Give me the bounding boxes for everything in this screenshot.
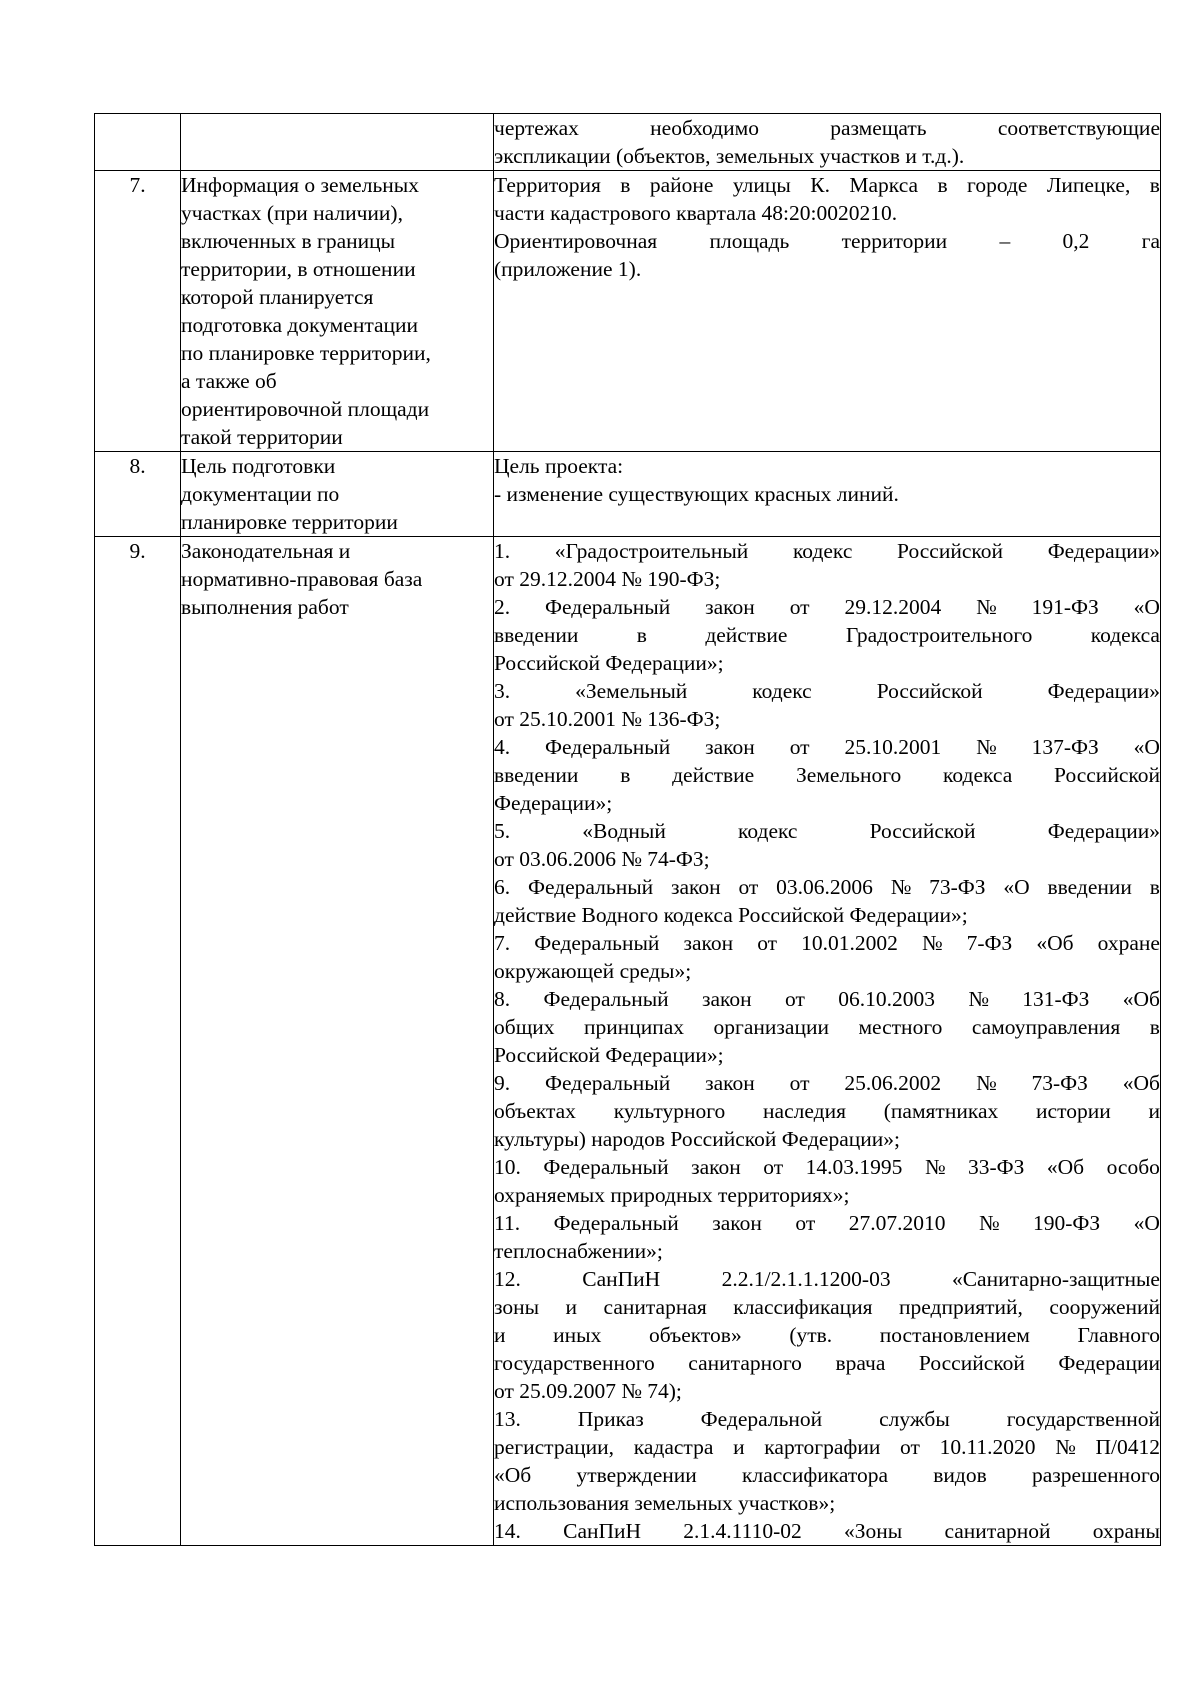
value-line — [494, 1069, 1160, 1097]
value-word: 03.06.2006 — [776, 875, 873, 899]
value-word: Земельного — [795, 763, 902, 787]
row-value — [494, 537, 1161, 1546]
row-number: 8. — [95, 452, 181, 537]
value-word: регистрации, — [494, 1435, 615, 1459]
row-number: 9. — [95, 537, 181, 1546]
row-label — [181, 537, 494, 1546]
value-word: 0,2 — [1062, 229, 1090, 253]
value-word: и — [1148, 1099, 1160, 1123]
value-word: врача — [835, 1351, 886, 1375]
value-word: Федеральный — [545, 595, 671, 619]
value-word: 25.10.2001 — [844, 735, 942, 759]
value-word: «Об — [1122, 987, 1160, 1011]
value-line — [494, 929, 1160, 957]
value-word: организации — [713, 1015, 829, 1039]
value-word: 10. — [494, 1155, 521, 1179]
value-word: объектов» — [648, 1323, 742, 1347]
label-line: подготовка документации — [181, 313, 419, 337]
value-word: от — [789, 595, 810, 619]
value-word: Федерации — [1058, 1351, 1160, 1375]
value-line — [494, 1377, 1160, 1405]
value-word: № — [1055, 1435, 1076, 1459]
row-label — [181, 171, 494, 452]
value-word: закон — [702, 987, 752, 1011]
value-word: «Зоны — [843, 1519, 903, 1543]
value-word: от 03.06.2006 № 74-ФЗ; — [494, 847, 710, 871]
value-word: действие — [672, 763, 755, 787]
value-word: «Санитарно-защитные — [951, 1267, 1160, 1291]
value-word: Российской — [876, 679, 983, 703]
value-word: 73-ФЗ — [929, 875, 986, 899]
value-word: 33-ФЗ — [967, 1155, 1025, 1179]
value-word: «О — [1133, 595, 1160, 619]
value-word: Маркса — [849, 173, 919, 197]
label-line: ориентировочной площади — [181, 397, 430, 421]
value-word: экспликации (объектов, земельных участков и т.д.). — [494, 144, 965, 168]
value-word: Цель проекта: — [494, 454, 624, 478]
value-word: иных — [553, 1323, 602, 1347]
label-line: документации по — [181, 482, 340, 506]
value-word: разрешенного — [1032, 1463, 1160, 1487]
row-value — [494, 452, 1161, 537]
value-word: 2. — [494, 595, 511, 619]
value-word: от — [763, 1155, 784, 1179]
value-word: 6. — [494, 875, 511, 899]
value-word: охране — [1097, 931, 1160, 955]
label-line: выполнения работ — [181, 595, 349, 619]
value-word: № — [978, 1211, 1000, 1235]
value-word: 13. — [494, 1407, 521, 1431]
value-word: кодекс — [752, 679, 812, 703]
value-word: № — [968, 987, 989, 1011]
value-line — [494, 733, 1160, 761]
value-word: 73-ФЗ — [1031, 1071, 1088, 1095]
label-line: такой территории — [181, 425, 343, 449]
value-line — [494, 114, 1160, 142]
value-line — [494, 171, 1160, 199]
value-word: постановлением — [879, 1323, 1030, 1347]
value-word: «Об — [1122, 1071, 1160, 1095]
value-word: видов — [933, 1463, 987, 1487]
value-word: классификация — [733, 1295, 873, 1319]
table-body — [95, 114, 1161, 1546]
value-word: 7-ФЗ — [966, 931, 1013, 955]
value-word: 7. — [494, 931, 511, 955]
value-word: государственной — [1006, 1407, 1160, 1431]
value-line — [494, 1013, 1160, 1041]
value-word: Российской — [918, 1351, 1025, 1375]
value-word: необходимо — [650, 116, 759, 140]
value-word: от 25.10.2001 № 136-ФЗ; — [494, 707, 721, 731]
value-line — [494, 1461, 1160, 1489]
value-word: государственного — [494, 1351, 655, 1375]
value-word: и — [733, 1435, 745, 1459]
row-label — [181, 114, 494, 171]
row-value — [494, 171, 1161, 452]
value-word: сооружений — [1049, 1295, 1160, 1319]
value-word: части кадастрового квартала 48:20:0020210. — [494, 201, 898, 225]
value-word: культурного — [613, 1099, 726, 1123]
value-word: соответствующие — [997, 116, 1160, 140]
value-word: объектах — [494, 1099, 576, 1123]
value-word: «О — [1133, 735, 1160, 759]
value-line — [494, 1433, 1160, 1461]
value-word: Федеральный — [527, 875, 654, 899]
value-word: 2.2.1/2.1.1.1200-03 — [721, 1267, 891, 1291]
value-word: действие Водного кодекса Российской Федерации»; — [494, 903, 968, 927]
value-word: от — [795, 1211, 816, 1235]
value-word: 27.07.2010 — [848, 1211, 946, 1235]
value-word: – — [999, 229, 1011, 253]
label-line: а также об — [181, 369, 277, 393]
value-word: 14. — [494, 1519, 521, 1543]
value-word: 10.11.2020 — [939, 1435, 1036, 1459]
value-line — [494, 1265, 1160, 1293]
value-word: 29.12.2004 — [844, 595, 942, 619]
value-line — [494, 1041, 1160, 1069]
value-line — [494, 480, 1160, 508]
value-word: № — [976, 1071, 997, 1095]
value-word: от — [757, 931, 778, 955]
value-word: 11. — [494, 1211, 521, 1235]
value-word: Федеральный — [543, 1155, 669, 1179]
value-line — [494, 873, 1160, 901]
row-value — [494, 114, 1161, 171]
row-label — [181, 452, 494, 537]
value-word: П/0412 — [1095, 1435, 1160, 1459]
value-word: от — [738, 875, 759, 899]
value-line — [494, 761, 1160, 789]
value-word: использования земельных участков»; — [494, 1491, 836, 1515]
value-line — [494, 845, 1160, 873]
value-word: закон — [683, 931, 734, 955]
value-word: Российской — [1054, 763, 1160, 787]
value-line — [494, 1293, 1160, 1321]
value-word: окружающей среды»; — [494, 959, 692, 983]
value-line — [494, 901, 1160, 929]
label-line: по планировке территории, — [181, 341, 431, 365]
label-line: включенных в границы — [181, 229, 396, 253]
value-word: классификатора — [742, 1463, 889, 1487]
value-word: Федеральный — [553, 1211, 679, 1235]
value-word: закон — [691, 1155, 741, 1179]
value-word: СанПиН — [563, 1519, 642, 1543]
value-line — [494, 1181, 1160, 1209]
document-table — [94, 113, 1161, 1546]
value-word: - изменение существующих красных линий. — [494, 482, 899, 506]
value-line — [494, 255, 1160, 283]
value-word: (утв. — [789, 1323, 833, 1347]
value-word: от 25.09.2007 № 74); — [494, 1379, 682, 1403]
value-word: 191-ФЗ — [1031, 595, 1099, 619]
value-word: теплоснабжении»; — [494, 1239, 663, 1263]
value-word: охраняемых природных территориях»; — [494, 1183, 850, 1207]
value-word: в — [1149, 1015, 1160, 1039]
value-word: Федеральный — [545, 1071, 671, 1095]
value-word: 12. — [494, 1267, 521, 1291]
value-word: санитарная — [603, 1295, 707, 1319]
row-number: 7. — [95, 171, 181, 452]
value-word: особо — [1106, 1155, 1160, 1179]
table-row — [95, 537, 1161, 1546]
value-word: 131-ФЗ — [1022, 987, 1090, 1011]
label-line: которой планируется — [181, 285, 374, 309]
value-line — [494, 452, 1160, 480]
value-word: закон — [705, 1071, 755, 1095]
value-word: размещать — [830, 116, 927, 140]
value-word: 10.01.2002 — [801, 931, 898, 955]
value-word: Градостроительного — [845, 623, 1033, 647]
table-row — [95, 171, 1161, 452]
value-word: закон — [712, 1211, 762, 1235]
value-word: картографии — [764, 1435, 881, 1459]
value-word: утверждении — [576, 1463, 697, 1487]
value-line — [494, 1097, 1160, 1125]
value-word: в — [1149, 875, 1160, 899]
label-line: Законодательная и — [181, 539, 351, 563]
value-word: предприятий, — [899, 1295, 1023, 1319]
value-word: принципах — [583, 1015, 685, 1039]
value-word: местного — [858, 1015, 943, 1039]
value-word: Приказ — [577, 1407, 644, 1431]
value-word: кодекса — [1090, 623, 1160, 647]
value-word: Федерации» — [1047, 819, 1160, 843]
value-word: площадь — [709, 229, 790, 253]
value-line — [494, 1237, 1160, 1265]
value-line — [494, 957, 1160, 985]
value-word: 190-ФЗ — [1032, 1211, 1101, 1235]
value-word: Федеральный — [543, 987, 669, 1011]
value-word: Российской Федерации»; — [494, 1043, 724, 1067]
value-line — [494, 789, 1160, 817]
value-word: К. — [810, 173, 830, 197]
row-number — [95, 114, 181, 171]
value-word: в — [620, 763, 631, 787]
value-word: кодекс — [792, 539, 853, 563]
label-line: участках (при наличии), — [181, 201, 403, 225]
value-word: зоны — [494, 1295, 540, 1319]
value-line — [494, 565, 1160, 593]
value-word: в — [636, 623, 647, 647]
value-word: закон — [705, 735, 755, 759]
value-word: в — [1149, 173, 1160, 197]
value-word: от — [789, 1071, 810, 1095]
value-word: Российской — [869, 819, 976, 843]
value-word: Российской — [897, 539, 1004, 563]
value-word: самоуправления — [971, 1015, 1121, 1039]
value-line — [494, 1517, 1160, 1545]
value-word: Федеральный — [534, 931, 660, 955]
value-word: «О — [1133, 1211, 1160, 1235]
value-line — [494, 1209, 1160, 1237]
value-word: общих — [494, 1015, 555, 1039]
value-word: Федерации» — [1047, 539, 1160, 563]
value-word: 3. — [494, 679, 511, 703]
value-word: наследия — [763, 1099, 846, 1123]
table-row — [95, 114, 1161, 171]
value-word: кадастра — [633, 1435, 714, 1459]
value-word: введении — [1047, 875, 1132, 899]
value-word: введении — [494, 623, 579, 647]
value-word: «Водный — [582, 819, 666, 843]
value-word: (памятниках — [883, 1099, 999, 1123]
value-word: № — [924, 1155, 946, 1179]
value-word: 4. — [494, 735, 511, 759]
value-word: 137-ФЗ — [1031, 735, 1099, 759]
value-word: охраны — [1092, 1519, 1160, 1543]
value-word: Федеральной — [700, 1407, 823, 1431]
value-word: от — [785, 987, 805, 1011]
value-line — [494, 621, 1160, 649]
value-word: 25.06.2002 — [844, 1071, 942, 1095]
value-line — [494, 227, 1160, 255]
value-word: введении — [494, 763, 579, 787]
value-word: территории — [841, 229, 948, 253]
value-line — [494, 1405, 1160, 1433]
value-word: Ориентировочная — [494, 229, 658, 253]
value-word: Территория — [494, 173, 601, 197]
value-line — [494, 1321, 1160, 1349]
value-word: «Градостроительный — [554, 539, 749, 563]
value-word: и — [565, 1295, 578, 1319]
label-line: Информация о земельных — [181, 173, 419, 197]
value-word: Липецке, — [1046, 173, 1131, 197]
value-word: № — [922, 931, 943, 955]
value-word: культуры) народов Российской Федерации»; — [494, 1127, 900, 1151]
value-word: Федерации» — [1047, 679, 1160, 703]
value-word: от 29.12.2004 № 190-ФЗ; — [494, 567, 721, 591]
value-word: (приложение 1). — [494, 257, 642, 281]
value-word: службы — [879, 1407, 950, 1431]
value-word: № — [976, 735, 997, 759]
value-word: санитарной — [944, 1519, 1051, 1543]
value-line — [494, 1489, 1160, 1517]
value-word: чертежах — [494, 116, 579, 140]
value-word: га — [1141, 229, 1160, 253]
value-word: «Об — [1046, 1155, 1085, 1179]
value-word: районе — [649, 173, 714, 197]
value-line — [494, 593, 1160, 621]
value-word: «Земельный — [575, 679, 688, 703]
value-word: 1. — [494, 539, 511, 563]
value-word: «Об — [1036, 931, 1074, 955]
value-word: Федерации»; — [494, 791, 613, 815]
value-word: в — [620, 173, 631, 197]
value-word: действие — [705, 623, 788, 647]
value-word: № — [890, 875, 912, 899]
value-word: СанПиН — [582, 1267, 661, 1291]
value-word: 06.10.2003 — [838, 987, 935, 1011]
value-word: закон — [705, 595, 755, 619]
value-line — [494, 142, 1160, 170]
value-word: от — [900, 1435, 920, 1459]
value-word: от — [789, 735, 810, 759]
value-word: в — [937, 173, 948, 197]
label-line: Цель подготовки — [181, 454, 336, 478]
value-word: Федеральный — [545, 735, 671, 759]
value-word: санитарного — [688, 1351, 802, 1375]
value-word: 8. — [494, 987, 511, 1011]
value-line — [494, 817, 1160, 845]
value-word: истории — [1036, 1099, 1111, 1123]
value-word: Российской Федерации»; — [494, 651, 724, 675]
table-row — [95, 452, 1161, 537]
value-word: кодекса — [943, 763, 1013, 787]
label-line: территории, в отношении — [181, 257, 416, 281]
value-word: 2.1.4.1110-02 — [683, 1519, 802, 1543]
value-word: закон — [670, 875, 721, 899]
value-word: кодекс — [738, 819, 798, 843]
value-word: городе — [967, 173, 1028, 197]
value-word: 5. — [494, 819, 511, 843]
value-line — [494, 649, 1160, 677]
value-word: № — [976, 595, 997, 619]
value-word: и — [494, 1323, 506, 1347]
value-word: улицы — [732, 173, 791, 197]
value-line — [494, 677, 1160, 705]
value-word: Главного — [1077, 1323, 1160, 1347]
value-line — [494, 985, 1160, 1013]
value-line — [494, 537, 1160, 565]
value-line — [494, 705, 1160, 733]
value-line — [494, 1349, 1160, 1377]
label-line: планировке территории — [181, 510, 398, 534]
value-word: «Об — [494, 1463, 532, 1487]
value-line — [494, 1153, 1160, 1181]
value-word: 9. — [494, 1071, 511, 1095]
value-word: 14.03.1995 — [805, 1155, 903, 1179]
value-line — [494, 1125, 1160, 1153]
value-word: «О — [1003, 875, 1030, 899]
label-line: нормативно-правовая база — [181, 567, 423, 591]
value-line — [494, 199, 1160, 227]
